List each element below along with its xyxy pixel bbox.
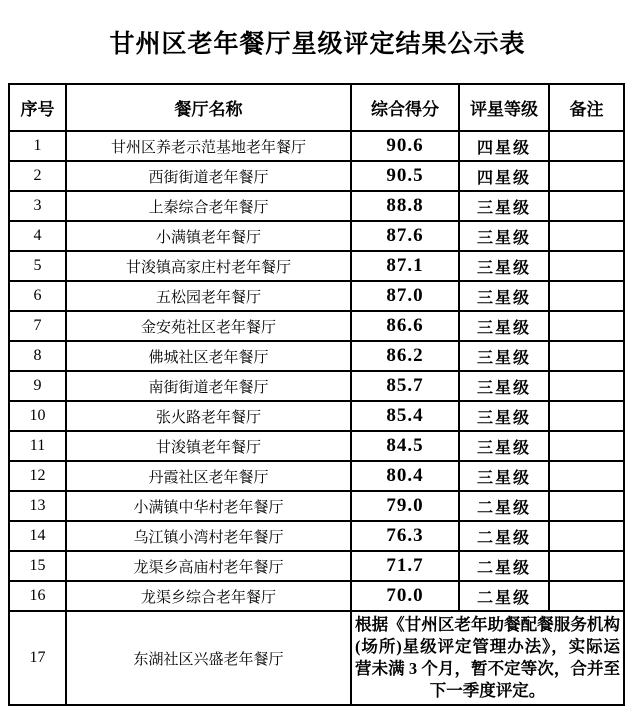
star-cell: 三星级 xyxy=(459,191,549,221)
table-row xyxy=(9,551,624,581)
no-cell: 4 xyxy=(9,221,66,251)
remark-cell xyxy=(549,311,624,341)
table-row xyxy=(9,191,624,221)
star-cell: 二星级 xyxy=(459,521,549,551)
score-cell: 86.2 xyxy=(351,341,459,371)
table-row xyxy=(9,491,624,521)
score-cell: 90.5 xyxy=(351,161,459,191)
remark-cell xyxy=(549,281,624,311)
page-title: 甘州区老年餐厅星级评定结果公示表 xyxy=(109,31,526,58)
name-cell: 龙渠乡综合老年餐厅 xyxy=(66,581,351,611)
header-restaurant-name: 餐厅名称 xyxy=(66,84,351,131)
no-cell: 15 xyxy=(9,551,66,581)
score-cell: 80.4 xyxy=(351,461,459,491)
header-no: 序号 xyxy=(9,84,66,131)
score-cell: 71.7 xyxy=(351,551,459,581)
table-row xyxy=(9,341,624,371)
restaurant-name-cell: 东湖社区兴盛老年餐厅 xyxy=(66,611,351,705)
name-cell: 西街街道老年餐厅 xyxy=(66,161,351,191)
score-cell: 79.0 xyxy=(351,491,459,521)
header-row xyxy=(9,84,624,131)
name-cell: 小满镇中华村老年餐厅 xyxy=(66,491,351,521)
table-row xyxy=(9,251,624,281)
star-cell: 三星级 xyxy=(459,341,549,371)
remark-cell xyxy=(549,581,624,611)
name-cell: 龙渠乡高庙村老年餐厅 xyxy=(66,551,351,581)
remark-cell xyxy=(549,461,624,491)
no-cell: 10 xyxy=(9,401,66,431)
header-remark: 备注 xyxy=(549,84,624,131)
no-cell: 11 xyxy=(9,431,66,461)
star-cell: 三星级 xyxy=(459,251,549,281)
star-cell: 四星级 xyxy=(459,131,549,161)
no-cell: 14 xyxy=(9,521,66,551)
star-cell: 三星级 xyxy=(459,221,549,251)
score-cell: 87.6 xyxy=(351,221,459,251)
header-score: 综合得分 xyxy=(351,84,459,131)
name-cell: 金安苑社区老年餐厅 xyxy=(66,311,351,341)
name-cell: 甘浚镇老年餐厅 xyxy=(66,431,351,461)
remark-cell xyxy=(549,431,624,461)
name-cell: 甘浚镇高家庄村老年餐厅 xyxy=(66,251,351,281)
remark-cell xyxy=(549,401,624,431)
no-cell: 13 xyxy=(9,491,66,521)
table-row xyxy=(9,311,624,341)
no-cell: 12 xyxy=(9,461,66,491)
star-cell: 三星级 xyxy=(459,311,549,341)
score-cell: 85.7 xyxy=(351,371,459,401)
star-cell: 三星级 xyxy=(459,461,549,491)
no-cell: 3 xyxy=(9,191,66,221)
star-cell: 三星级 xyxy=(459,431,549,461)
star-cell: 三星级 xyxy=(459,401,549,431)
score-cell: 70.0 xyxy=(351,581,459,611)
score-cell: 84.5 xyxy=(351,431,459,461)
score-cell: 85.4 xyxy=(351,401,459,431)
name-cell: 佛城社区老年餐厅 xyxy=(66,341,351,371)
name-cell: 丹霞社区老年餐厅 xyxy=(66,461,351,491)
score-cell: 86.6 xyxy=(351,311,459,341)
star-cell: 三星级 xyxy=(459,371,549,401)
remark-cell xyxy=(549,131,624,161)
star-cell: 二星级 xyxy=(459,581,549,611)
table-row xyxy=(9,521,624,551)
no-cell: 9 xyxy=(9,371,66,401)
table-row xyxy=(9,131,624,161)
score-cell: 87.1 xyxy=(351,251,459,281)
name-cell: 乌江镇小湾村老年餐厅 xyxy=(66,521,351,551)
table-row xyxy=(9,461,624,491)
score-cell: 88.8 xyxy=(351,191,459,221)
remark-cell xyxy=(549,251,624,281)
table-row-17 xyxy=(9,611,624,705)
remark-cell xyxy=(549,161,624,191)
no-cell: 8 xyxy=(9,341,66,371)
note-cell: 根据《甘州区老年助餐配餐服务机构(场所)星级评定管理办法》，实际运营未满 3 个月，暂不定等次，合并至下一季度评定。 xyxy=(351,611,624,705)
name-cell: 小满镇老年餐厅 xyxy=(66,221,351,251)
no-cell: 16 xyxy=(9,581,66,611)
table-row xyxy=(9,581,624,611)
table-row xyxy=(9,371,624,401)
table-row xyxy=(9,281,624,311)
remark-cell xyxy=(549,341,624,371)
score-cell: 76.3 xyxy=(351,521,459,551)
name-cell: 上秦综合老年餐厅 xyxy=(66,191,351,221)
row-no-cell: 17 xyxy=(9,611,66,705)
table-row xyxy=(9,401,624,431)
table-row xyxy=(9,161,624,191)
table-footer-body xyxy=(9,611,624,705)
star-cell: 二星级 xyxy=(459,491,549,521)
remark-cell xyxy=(549,491,624,521)
score-cell: 90.6 xyxy=(351,131,459,161)
no-cell: 7 xyxy=(9,311,66,341)
rating-table xyxy=(8,83,625,706)
table-row xyxy=(9,431,624,461)
star-cell: 三星级 xyxy=(459,281,549,311)
name-cell: 甘州区养老示范基地老年餐厅 xyxy=(66,131,351,161)
table-body xyxy=(9,131,624,611)
no-cell: 2 xyxy=(9,161,66,191)
remark-cell xyxy=(549,521,624,551)
remark-cell xyxy=(549,221,624,251)
name-cell: 五松园老年餐厅 xyxy=(66,281,351,311)
no-cell: 6 xyxy=(9,281,66,311)
name-cell: 张火路老年餐厅 xyxy=(66,401,351,431)
remark-cell xyxy=(549,371,624,401)
no-cell: 5 xyxy=(9,251,66,281)
remark-cell xyxy=(549,191,624,221)
star-cell: 二星级 xyxy=(459,551,549,581)
name-cell: 南街街道老年餐厅 xyxy=(66,371,351,401)
no-cell: 1 xyxy=(9,131,66,161)
table-row xyxy=(9,221,624,251)
star-cell: 四星级 xyxy=(459,161,549,191)
header-star-rating: 评星等级 xyxy=(459,84,549,131)
score-cell: 87.0 xyxy=(351,281,459,311)
remark-cell xyxy=(549,551,624,581)
